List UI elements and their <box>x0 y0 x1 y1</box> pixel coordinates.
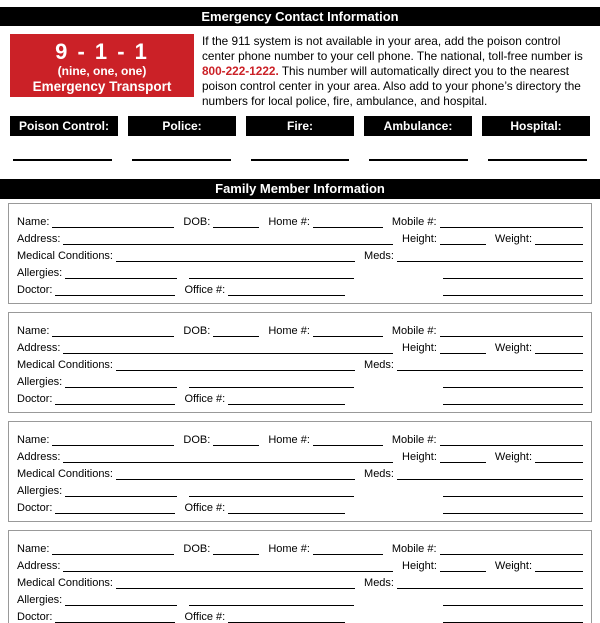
home-number-input-line[interactable] <box>313 325 383 337</box>
doctor-input-line[interactable] <box>55 393 175 405</box>
member-row-2 <box>17 337 583 354</box>
mobile-number-label: Mobile #: <box>391 543 437 555</box>
police-input-line[interactable] <box>132 159 231 161</box>
member-row-2 <box>17 555 583 572</box>
dob-input-line[interactable] <box>213 543 259 555</box>
member-row-3 <box>17 245 583 262</box>
member-row-3 <box>17 354 583 371</box>
family-member-block <box>8 530 592 623</box>
office-number-input-line[interactable] <box>228 611 345 623</box>
mobile-number-input-line[interactable] <box>440 434 583 446</box>
office-number-input-line[interactable] <box>228 284 345 296</box>
contact-label-ambulance: Ambulance: <box>364 116 472 136</box>
contact-label-poison-control: Poison Control: <box>10 116 118 136</box>
member-row-4 <box>17 371 583 388</box>
allergies-label: Allergies: <box>17 267 63 279</box>
address-label: Address: <box>17 451 61 463</box>
meds-extra-input-line-2[interactable] <box>443 393 583 405</box>
height-input-line[interactable] <box>440 233 486 245</box>
height-label: Height: <box>402 560 437 572</box>
doctor-label: Doctor: <box>17 284 53 296</box>
dob-label: DOB: <box>183 434 211 446</box>
intro-section <box>10 34 590 109</box>
emergency-contact-header-bar <box>0 7 600 26</box>
doctor-label: Doctor: <box>17 611 53 623</box>
family-member-header-bar <box>0 179 600 199</box>
contact-label-fire: Fire: <box>246 116 354 136</box>
meds-input-line[interactable] <box>397 359 583 371</box>
medical-conditions-input-line[interactable] <box>116 577 355 589</box>
family-member-block <box>8 203 592 304</box>
meds-label: Meds: <box>364 577 394 589</box>
dob-input-line[interactable] <box>213 325 259 337</box>
weight-label: Weight: <box>494 560 532 572</box>
home-number-label: Home #: <box>268 216 310 228</box>
member-row-3 <box>17 463 583 480</box>
weight-input-line[interactable] <box>535 342 583 354</box>
dob-input-line[interactable] <box>213 434 259 446</box>
address-input-line[interactable] <box>63 451 393 463</box>
name-label: Name: <box>17 434 50 446</box>
height-label: Height: <box>402 233 437 245</box>
office-number-label: Office #: <box>184 284 226 296</box>
member-row-5 <box>17 279 583 296</box>
office-number-label: Office #: <box>184 502 226 514</box>
member-row-1 <box>17 211 583 228</box>
doctor-input-line[interactable] <box>55 284 175 296</box>
medical-conditions-label: Medical Conditions: <box>17 468 113 480</box>
height-input-line[interactable] <box>440 342 486 354</box>
member-row-1 <box>17 538 583 555</box>
weight-input-line[interactable] <box>535 560 583 572</box>
meds-input-line[interactable] <box>397 577 583 589</box>
member-row-1 <box>17 429 583 446</box>
contact-label-hospital: Hospital: <box>482 116 590 136</box>
office-number-input-line[interactable] <box>228 502 345 514</box>
office-number-input-line[interactable] <box>228 393 345 405</box>
emergency-contact-title: Emergency Contact Information <box>201 9 399 24</box>
hospital-input-line[interactable] <box>488 159 587 161</box>
home-number-input-line[interactable] <box>313 543 383 555</box>
allergies-label: Allergies: <box>17 594 63 606</box>
meds-input-line[interactable] <box>397 250 583 262</box>
home-number-label: Home #: <box>268 325 310 337</box>
fire-input-line[interactable] <box>251 159 350 161</box>
allergies-extra-input-line[interactable] <box>189 485 354 497</box>
allergies-extra-input-line[interactable] <box>189 267 354 279</box>
doctor-input-line[interactable] <box>55 502 175 514</box>
poison-control-phone-number: 800-222-1222. <box>202 64 279 78</box>
meds-label: Meds: <box>364 468 394 480</box>
member-row-5 <box>17 497 583 514</box>
member-row-5 <box>17 606 583 623</box>
mobile-number-input-line[interactable] <box>440 216 583 228</box>
dob-label: DOB: <box>183 325 211 337</box>
member-row-2 <box>17 446 583 463</box>
height-label: Height: <box>402 342 437 354</box>
allergies-extra-input-line[interactable] <box>189 594 354 606</box>
home-number-label: Home #: <box>268 543 310 555</box>
intro-paragraph <box>202 34 590 109</box>
dob-label: DOB: <box>183 543 211 555</box>
member-row-3 <box>17 572 583 589</box>
dob-label: DOB: <box>183 216 211 228</box>
member-row-1 <box>17 320 583 337</box>
doctor-label: Doctor: <box>17 502 53 514</box>
allergies-label: Allergies: <box>17 376 63 388</box>
intro-text-before: If the 911 system is not available in your area, add the poison control center phone number to your cell phone. The national, toll-free number is <box>202 34 583 63</box>
family-member-list <box>0 203 600 623</box>
name-label: Name: <box>17 325 50 337</box>
name-input-line[interactable] <box>52 543 174 555</box>
intro-text-after: This number will automatically direct you to the nearest poison control center in your area. Also add to your phone’s directory the numbers for local police, fire, ambulance, and hospital. <box>202 64 581 108</box>
dob-input-line[interactable] <box>213 216 259 228</box>
member-row-4 <box>17 589 583 606</box>
mobile-number-label: Mobile #: <box>391 216 437 228</box>
meds-label: Meds: <box>364 250 394 262</box>
meds-extra-input-line-2[interactable] <box>443 284 583 296</box>
name-input-line[interactable] <box>52 216 174 228</box>
contact-labels-row <box>10 116 590 136</box>
address-input-line[interactable] <box>63 233 393 245</box>
medical-conditions-label: Medical Conditions: <box>17 250 113 262</box>
weight-label: Weight: <box>494 451 532 463</box>
medical-conditions-input-line[interactable] <box>116 359 355 371</box>
meds-extra-input-line-1[interactable] <box>443 594 583 606</box>
mobile-number-input-line[interactable] <box>440 325 583 337</box>
height-label: Height: <box>402 451 437 463</box>
meds-extra-input-line-2[interactable] <box>443 611 583 623</box>
allergies-input-line[interactable] <box>65 485 177 497</box>
office-number-label: Office #: <box>184 393 226 405</box>
weight-label: Weight: <box>494 342 532 354</box>
weight-input-line[interactable] <box>535 451 583 463</box>
office-number-label: Office #: <box>184 611 226 623</box>
allergies-input-line[interactable] <box>65 267 177 279</box>
doctor-label: Doctor: <box>17 393 53 405</box>
meds-label: Meds: <box>364 359 394 371</box>
name-label: Name: <box>17 543 50 555</box>
medical-conditions-label: Medical Conditions: <box>17 577 113 589</box>
height-input-line[interactable] <box>440 560 486 572</box>
address-input-line[interactable] <box>63 342 393 354</box>
mobile-number-label: Mobile #: <box>391 325 437 337</box>
allergies-label: Allergies: <box>17 485 63 497</box>
medical-conditions-input-line[interactable] <box>116 468 355 480</box>
home-number-input-line[interactable] <box>313 434 383 446</box>
medical-conditions-input-line[interactable] <box>116 250 355 262</box>
name-label: Name: <box>17 216 50 228</box>
name-input-line[interactable] <box>52 434 174 446</box>
name-input-line[interactable] <box>52 325 174 337</box>
member-row-4 <box>17 262 583 279</box>
meds-extra-input-line-1[interactable] <box>443 485 583 497</box>
address-input-line[interactable] <box>63 560 393 572</box>
911-red-box <box>10 34 194 111</box>
mobile-number-input-line[interactable] <box>440 543 583 555</box>
member-row-5 <box>17 388 583 405</box>
member-row-4 <box>17 480 583 497</box>
ambulance-input-line[interactable] <box>369 159 468 161</box>
allergies-input-line[interactable] <box>65 594 177 606</box>
meds-extra-input-line-1[interactable] <box>443 376 583 388</box>
home-number-input-line[interactable] <box>313 216 383 228</box>
family-member-title: Family Member Information <box>215 181 385 196</box>
911-words: (nine, one, one) <box>57 64 147 78</box>
family-member-block <box>8 312 592 413</box>
home-number-label: Home #: <box>268 434 310 446</box>
meds-extra-input-line-1[interactable] <box>443 267 583 279</box>
contact-lines-row <box>13 159 587 161</box>
address-label: Address: <box>17 233 61 245</box>
meds-extra-input-line-2[interactable] <box>443 502 583 514</box>
medical-conditions-label: Medical Conditions: <box>17 359 113 371</box>
allergies-extra-input-line[interactable] <box>189 376 354 388</box>
allergies-input-line[interactable] <box>65 376 177 388</box>
mobile-number-label: Mobile #: <box>391 434 437 446</box>
family-member-block <box>8 421 592 522</box>
member-row-2 <box>17 228 583 245</box>
911-caption: Emergency Transport System <box>32 79 172 111</box>
poison-control-input-line[interactable] <box>13 159 112 161</box>
height-input-line[interactable] <box>440 451 486 463</box>
weight-label: Weight: <box>494 233 532 245</box>
911-number: 9 - 1 - 1 <box>55 39 149 64</box>
contact-label-police: Police: <box>128 116 236 136</box>
weight-input-line[interactable] <box>535 233 583 245</box>
meds-input-line[interactable] <box>397 468 583 480</box>
address-label: Address: <box>17 342 61 354</box>
address-label: Address: <box>17 560 61 572</box>
doctor-input-line[interactable] <box>55 611 175 623</box>
